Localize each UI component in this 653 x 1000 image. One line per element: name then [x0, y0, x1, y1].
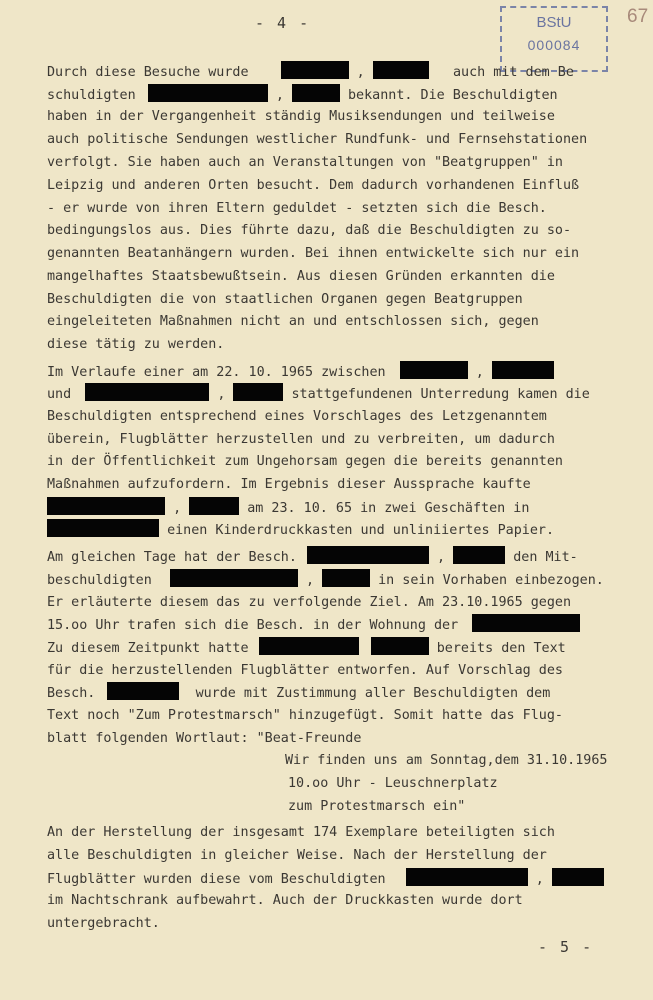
redaction [85, 383, 209, 401]
text-line: in der Öffentlichkeit zum Ungehorsam gegen die bereits genannten [47, 454, 563, 469]
text-line: einen Kinderdruckkasten und unliniiertes Papier. [47, 519, 554, 541]
redaction [148, 84, 268, 102]
redaction [453, 546, 505, 564]
text-line: Besch. wurde mit Zustimmung aller Beschuldigten dem [47, 682, 550, 704]
stamp-label: BStU [536, 14, 572, 31]
redaction [307, 546, 429, 564]
text-line: blatt folgenden Wortlaut: "Beat-Freunde [47, 731, 362, 746]
redaction [189, 497, 239, 515]
text-line: und , stattgefundenen Unterredung kamen die [47, 383, 590, 405]
redaction [107, 682, 179, 700]
redaction [292, 84, 340, 102]
text-line: Leipzig und anderen Orten besucht. Dem dadurch vorhandenen Einfluß [47, 178, 580, 193]
text-line: untergebracht. [47, 916, 160, 931]
redaction [400, 361, 468, 379]
text-line: Zu diesem Zeitpunkt hatte bereits den Text [47, 637, 566, 659]
text-line: im Nachtschrank aufbewahrt. Auch der Druckkasten wurde dort [47, 893, 523, 908]
text-line: diese tätig zu werden. [47, 337, 225, 352]
text-line: Beschuldigten die von staatlichen Organen gegen Beatgruppen [47, 292, 523, 307]
text-line: mangelhaftes Staatsbewußtsein. Aus diesen Gründen erkannten die [47, 269, 555, 284]
text-line: 10.oo Uhr - Leuschnerplatz [288, 776, 498, 791]
text-line: Durch diese Besuche wurde , auch mit dem Be [47, 61, 574, 83]
text-line: - er wurde von ihren Eltern geduldet - setzten sich die Besch. [47, 201, 547, 216]
redaction [322, 569, 370, 587]
redaction [233, 383, 283, 401]
text-line: schuldigten , bekannt. Die Beschuldigten [47, 84, 558, 106]
text-line: überein, Flugblätter herzustellen und zu verbreiten, um dadurch [47, 432, 555, 447]
text-line: Im Verlaufe einer am 22. 10. 1965 zwischen , [47, 361, 554, 383]
redaction [281, 61, 349, 79]
text-line: zum Protestmarsch ein" [288, 799, 466, 814]
text-line: Maßnahmen aufzufordern. Im Ergebnis dieser Aussprache kaufte [47, 477, 531, 492]
text-line: genannten Beatanhängern wurden. Bei ihnen entwickelte sich nur ein [47, 246, 580, 261]
redaction [406, 868, 528, 886]
text-line: auch politische Sendungen westlicher Rundfunk- und Fernsehstationen [47, 132, 588, 147]
redaction [492, 361, 554, 379]
redaction [552, 868, 604, 886]
next-page-number: - 5 - [538, 938, 594, 956]
redaction [472, 614, 580, 632]
redaction [47, 497, 165, 515]
text-line: verfolgt. Sie haben auch an Veranstaltungen von "Beatgruppen" in [47, 155, 563, 170]
text-line: beschuldigten , in sein Vorhaben einbezogen. [47, 569, 604, 591]
redaction [259, 637, 359, 655]
text-line: Text noch "Zum Protestmarsch" hinzugefügt. Somit hatte das Flug- [47, 708, 563, 723]
text-line: Wir finden uns am Sonntag,dem 31.10.1965 [285, 753, 608, 768]
text-line: eingeleiteten Maßnahmen nicht an und entschlossen sich, gegen [47, 314, 539, 329]
redaction [170, 569, 298, 587]
text-line: für die herzustellenden Flugblätter entworfen. Auf Vorschlag des [47, 663, 563, 678]
text-line: An der Herstellung der insgesamt 174 Exemplare beteiligten sich [47, 825, 555, 840]
redaction [47, 519, 159, 537]
page-number: - 4 - [255, 14, 311, 32]
text-line: haben in der Vergangenheit ständig Musiksendungen und teilweise [47, 109, 555, 124]
folio-number: 67 [627, 6, 649, 27]
text-line: Beschuldigten entsprechend eines Vorschlages des Letzgenanntem [47, 409, 547, 424]
redaction [373, 61, 429, 79]
text-line: alle Beschuldigten in gleicher Weise. Nach der Herstellung der [47, 848, 547, 863]
text-line: , am 23. 10. 65 in zwei Geschäften in [47, 497, 529, 519]
text-line: Am gleichen Tage hat der Besch. , den Mit- [47, 546, 578, 568]
redaction [371, 637, 429, 655]
text-line: Flugblätter wurden diese vom Beschuldigten , [47, 868, 604, 890]
text-line: Er erläuterte diesem das zu verfolgende Ziel. Am 23.10.1965 gegen [47, 595, 572, 610]
stamp-number: 000084 [527, 37, 581, 53]
text-line: 15.oo Uhr trafen sich die Besch. in der Wohnung der [47, 614, 580, 636]
text-line: bedingungslos aus. Dies führte dazu, daß die Beschuldigten zu so- [47, 223, 572, 238]
